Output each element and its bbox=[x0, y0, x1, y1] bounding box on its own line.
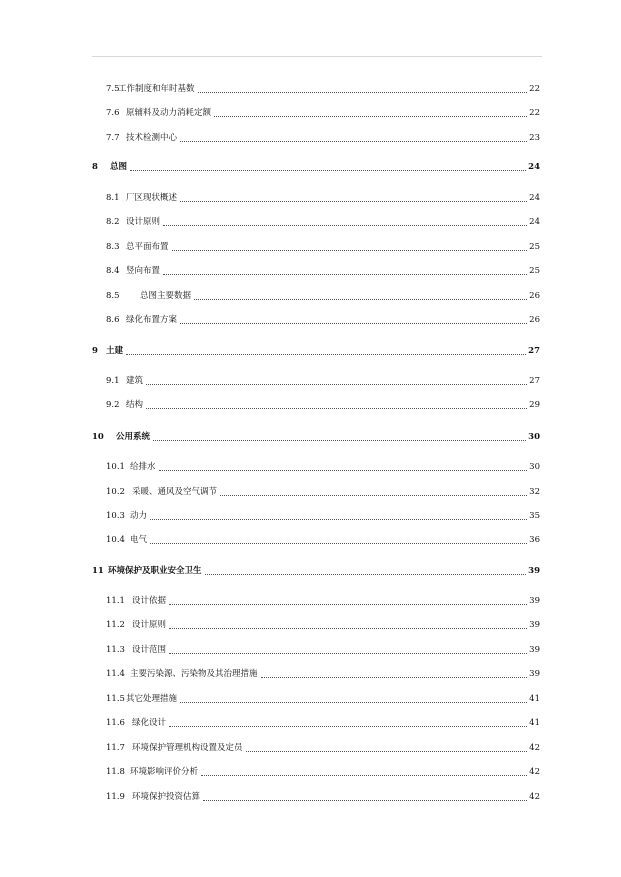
toc-page-number: 24 bbox=[529, 217, 540, 227]
toc-entry-title: 设计依据 bbox=[132, 596, 167, 606]
toc-entry-number: 11.5 bbox=[106, 694, 125, 704]
toc-entry-number: 8.5 bbox=[106, 291, 120, 301]
toc-section-entry[interactable] bbox=[0, 460, 621, 474]
toc-entry-title: 竖向布置 bbox=[126, 266, 161, 276]
toc-dot-leader bbox=[150, 543, 527, 544]
toc-entry-number: 8.1 bbox=[106, 193, 120, 203]
toc-dot-leader bbox=[180, 702, 527, 703]
toc-entry-number: 11.2 bbox=[106, 620, 125, 630]
toc-dot-leader bbox=[146, 408, 527, 409]
toc-page-number: 30 bbox=[528, 432, 540, 442]
toc-page-number: 39 bbox=[528, 566, 540, 576]
toc-chapter-entry[interactable] bbox=[0, 564, 621, 578]
toc-section-entry[interactable] bbox=[0, 82, 621, 96]
toc-page-number: 39 bbox=[529, 596, 540, 606]
toc-entry-title: 主要污染源、污染物及其治理措施 bbox=[130, 669, 258, 679]
toc-section-entry[interactable] bbox=[0, 131, 621, 145]
toc-section-entry[interactable] bbox=[0, 398, 621, 412]
toc-dot-leader bbox=[169, 628, 527, 629]
toc-dot-leader bbox=[180, 201, 527, 202]
toc-page-number: 27 bbox=[528, 346, 540, 356]
toc-dot-leader bbox=[159, 470, 527, 471]
toc-entry-number: 10 bbox=[92, 432, 104, 442]
toc-page-number: 39 bbox=[529, 669, 540, 679]
toc-entry-title: 设计原则 bbox=[126, 217, 161, 227]
toc-entry-title: 给排水 bbox=[130, 462, 156, 472]
toc-section-entry[interactable] bbox=[0, 374, 621, 388]
toc-dot-leader bbox=[153, 440, 526, 441]
toc-entry-title: 设计范围 bbox=[132, 645, 167, 655]
toc-page-number: 22 bbox=[529, 108, 540, 118]
toc-page-number: 39 bbox=[529, 645, 540, 655]
toc-entry-number: 8.4 bbox=[106, 266, 120, 276]
toc-entry-number: 11 bbox=[92, 566, 104, 576]
toc-page-number: 26 bbox=[529, 291, 540, 301]
toc-chapter-entry[interactable] bbox=[0, 344, 621, 358]
toc-page-number: 35 bbox=[529, 511, 540, 521]
toc-dot-leader bbox=[163, 225, 527, 226]
toc-entry-title: 技术检测中心 bbox=[126, 133, 178, 143]
toc-section-entry[interactable] bbox=[0, 106, 621, 120]
toc-entry-number: 10.4 bbox=[106, 535, 125, 545]
toc-chapter-entry[interactable] bbox=[0, 430, 621, 444]
toc-page-number: 32 bbox=[529, 487, 540, 497]
toc-page-number: 42 bbox=[529, 743, 540, 753]
toc-section-entry[interactable] bbox=[0, 790, 621, 804]
toc-entry-number: 11.9 bbox=[106, 792, 125, 802]
toc-section-entry[interactable] bbox=[0, 741, 621, 755]
toc-entry-number: 9 bbox=[92, 346, 98, 356]
toc-entry-number: 7.6 bbox=[106, 108, 120, 118]
toc-entry-number: 11.3 bbox=[106, 645, 125, 655]
toc-page-number: 36 bbox=[529, 535, 540, 545]
toc-entry-number: 10.1 bbox=[106, 462, 125, 472]
toc-page-number: 24 bbox=[529, 193, 540, 203]
toc-dot-leader bbox=[203, 800, 527, 801]
toc-entry-title: 环境保护及职业安全卫生 bbox=[108, 566, 202, 576]
toc-section-entry[interactable] bbox=[0, 716, 621, 730]
toc-entry-title: 绿化设计 bbox=[132, 718, 167, 728]
toc-page-number: 25 bbox=[529, 266, 540, 276]
toc-dot-leader bbox=[169, 604, 527, 605]
toc-entry-number: 11.1 bbox=[106, 596, 125, 606]
toc-section-entry[interactable] bbox=[0, 191, 621, 205]
toc-dot-leader bbox=[246, 751, 527, 752]
toc-section-entry[interactable] bbox=[0, 692, 621, 706]
toc-section-entry[interactable] bbox=[0, 667, 621, 681]
toc-entry-title: 其它处理措施 bbox=[126, 694, 178, 704]
toc-section-entry[interactable] bbox=[0, 485, 621, 499]
toc-dot-leader bbox=[169, 653, 527, 654]
toc-page-number: 23 bbox=[529, 133, 540, 143]
toc-dot-leader bbox=[180, 323, 527, 324]
toc-entry-number: 8.3 bbox=[106, 242, 120, 252]
toc-entry-title: 总图 bbox=[110, 162, 128, 172]
toc-entry-title: 绿化布置方案 bbox=[126, 315, 178, 325]
toc-entry-title: 工作制度和年时基数 bbox=[118, 84, 195, 94]
toc-dot-leader bbox=[126, 354, 526, 355]
toc-section-entry[interactable] bbox=[0, 533, 621, 547]
toc-chapter-entry[interactable] bbox=[0, 160, 621, 174]
toc-section-entry[interactable] bbox=[0, 240, 621, 254]
toc-page-number: 29 bbox=[529, 400, 540, 410]
toc-page-number: 41 bbox=[529, 694, 540, 704]
toc-dot-leader bbox=[169, 726, 527, 727]
toc-entry-number: 11.4 bbox=[106, 669, 125, 679]
toc-section-entry[interactable] bbox=[0, 594, 621, 608]
toc-entry-number: 9.2 bbox=[106, 400, 120, 410]
toc-page-number: 39 bbox=[529, 620, 540, 630]
toc-dot-leader bbox=[194, 299, 527, 300]
toc-dot-leader bbox=[261, 677, 527, 678]
toc-dot-leader bbox=[163, 274, 527, 275]
toc-page-number: 24 bbox=[528, 162, 540, 172]
toc-entry-title: 公用系统 bbox=[116, 432, 151, 442]
toc-entry-number: 7.5 bbox=[106, 84, 120, 94]
toc-page-number: 25 bbox=[529, 242, 540, 252]
toc-page-number: 41 bbox=[529, 718, 540, 728]
toc-entry-number: 10.2 bbox=[106, 487, 125, 497]
toc-dot-leader bbox=[214, 116, 527, 117]
toc-entry-title: 总平面布置 bbox=[126, 242, 169, 252]
toc-dot-leader bbox=[220, 495, 527, 496]
toc-section-entry[interactable] bbox=[0, 765, 621, 779]
toc-entry-title: 土建 bbox=[106, 346, 124, 356]
toc-page-number: 30 bbox=[529, 462, 540, 472]
toc-dot-leader bbox=[198, 92, 527, 93]
toc-section-entry[interactable] bbox=[0, 509, 621, 523]
toc-section-entry[interactable] bbox=[0, 618, 621, 632]
toc-page-number: 27 bbox=[529, 376, 540, 386]
toc-entry-title: 动力 bbox=[130, 511, 148, 521]
toc-entry-title: 环境保护投资估算 bbox=[132, 792, 201, 802]
toc-entry-number: 11.6 bbox=[106, 718, 125, 728]
toc-entry-number: 11.8 bbox=[106, 767, 125, 777]
toc-entry-number: 7.7 bbox=[106, 133, 120, 143]
toc-dot-leader bbox=[150, 519, 527, 520]
toc-page-number: 42 bbox=[529, 767, 540, 777]
toc-entry-title: 建筑 bbox=[126, 376, 144, 386]
toc-entry-title: 设计原则 bbox=[132, 620, 167, 630]
toc-page-number: 26 bbox=[529, 315, 540, 325]
toc-entry-title: 结构 bbox=[126, 400, 144, 410]
toc-entry-number: 9.1 bbox=[106, 376, 120, 386]
toc-section-entry[interactable] bbox=[0, 289, 621, 303]
toc-entry-title: 原辅料及动力消耗定额 bbox=[126, 108, 212, 118]
toc-entry-title: 环境影响评价分析 bbox=[130, 767, 199, 777]
toc-entry-number: 8.2 bbox=[106, 217, 120, 227]
toc-dot-leader bbox=[146, 384, 527, 385]
toc-section-entry[interactable] bbox=[0, 215, 621, 229]
toc-entry-number: 8 bbox=[92, 162, 98, 172]
toc-entry-title: 厂区现状概述 bbox=[126, 193, 178, 203]
toc-entry-number: 8.6 bbox=[106, 315, 120, 325]
toc-page-number: 42 bbox=[529, 792, 540, 802]
toc-dot-leader bbox=[130, 170, 526, 171]
toc-entry-number: 10.3 bbox=[106, 511, 125, 521]
toc-section-entry[interactable] bbox=[0, 264, 621, 278]
toc-page-number: 22 bbox=[529, 84, 540, 94]
toc-entry-title: 总图主要数据 bbox=[140, 291, 192, 301]
toc-section-entry[interactable] bbox=[0, 313, 621, 327]
toc-dot-leader bbox=[205, 574, 526, 575]
toc-dot-leader bbox=[172, 250, 527, 251]
toc-dot-leader bbox=[201, 775, 527, 776]
toc-entry-title: 采暖、通风及空气调节 bbox=[132, 487, 218, 497]
toc-section-entry[interactable] bbox=[0, 643, 621, 657]
toc-entry-title: 环境保护管理机构设置及定员 bbox=[132, 743, 243, 753]
toc-entry-title: 电气 bbox=[130, 535, 148, 545]
toc-entry-number: 11.7 bbox=[106, 743, 125, 753]
toc-dot-leader bbox=[180, 141, 527, 142]
